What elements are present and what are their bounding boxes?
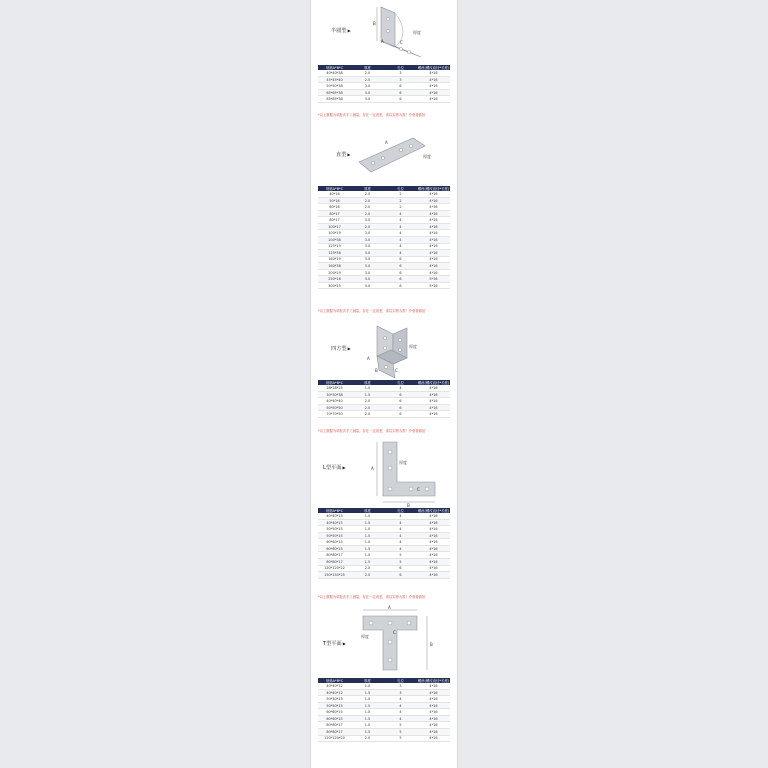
table-cell: 40*40*12 [318, 683, 351, 689]
col-holes: 孔位 [384, 186, 417, 191]
col-holes: 孔位 [384, 508, 417, 513]
section-label: 半圆型▶ [331, 28, 351, 34]
table-cell: 2.0 [351, 191, 384, 197]
table-cell: 80*80*17 [318, 552, 351, 559]
table-cell: 4*16 [417, 256, 450, 263]
col-screw: 螺丝(螺纹直径*长度) [417, 187, 450, 192]
section-label: 四方型▶ [331, 346, 351, 352]
table-cell: 40*40*15 [318, 513, 351, 519]
table-cell: 40*40*12 [318, 689, 351, 696]
table-cell: 2 [384, 204, 417, 211]
table-cell: 1.0 [351, 552, 384, 559]
col-holes: 孔位 [384, 65, 417, 70]
table-cell: 1.0 [351, 385, 384, 391]
table-cell: 3.0 [351, 96, 384, 103]
table-cell: 50*50*50 [318, 404, 351, 411]
table-cell: 4*16 [417, 559, 450, 566]
table-cell: 3.0 [351, 83, 384, 90]
table-cell: 4 [384, 532, 417, 539]
table-cell: 6 [384, 269, 417, 276]
section-half-round [311, 0, 457, 122]
table-cell: 6 [384, 404, 417, 411]
table-cell: 4*16 [417, 217, 450, 224]
table-cell: 40*40*38 [318, 70, 351, 76]
table-cell: 80*80*17 [318, 729, 351, 736]
table-cell: 6 [384, 391, 417, 398]
product-spec-strip [311, 0, 457, 768]
table-cell: 6 [384, 398, 417, 405]
table-cell: 60*60*15 [318, 545, 351, 552]
col-thickness: 厚度 [351, 65, 384, 70]
spec-table-body [318, 70, 450, 102]
dim-b: B [373, 21, 376, 26]
table-cell: 3.0 [351, 256, 384, 263]
table-row [318, 282, 450, 289]
table-cell: 4*16 [417, 250, 450, 257]
table-cell: 1.5 [351, 559, 384, 566]
disclaimer-note: *以上数据为单批次手工测量，存在一定误差，请以实物为准！介意者慎拍 [318, 429, 426, 433]
table-cell: 4*16 [417, 385, 450, 391]
table-cell: 2.0 [351, 204, 384, 211]
table-cell: 50*50*15 [318, 532, 351, 539]
dim-a: A [381, 39, 384, 44]
table-cell: 4.0 [351, 282, 384, 289]
half-round-bracket-illustration [351, 3, 441, 65]
table-row [318, 411, 450, 418]
table-cell: 4*16 [417, 70, 450, 76]
table-cell: 1.0 [351, 722, 384, 729]
table-cell: 1.5 [351, 715, 384, 722]
col-thickness: 厚度 [351, 678, 384, 683]
col-screw: 螺丝(螺纹直径*长度) [417, 381, 450, 386]
table-cell: 60*60*15 [318, 709, 351, 716]
table-cell: 85*85*38 [318, 96, 351, 103]
table-cell: 4 [384, 210, 417, 217]
table-cell: 160*19 [318, 256, 351, 263]
col-spec: 规格A*B*C [318, 678, 351, 683]
spec-table [318, 186, 450, 289]
table-cell: 4*16 [417, 391, 450, 398]
table-cell: 40*40*15 [318, 519, 351, 526]
table-cell: 2.0 [351, 411, 384, 418]
table-cell: 120*120*20 [318, 735, 351, 742]
table-cell: 3.0 [351, 250, 384, 257]
table-cell: 3 [384, 70, 417, 76]
table-cell: 4*16 [417, 513, 450, 519]
table-cell: 4*16 [417, 230, 450, 237]
table-cell: 60*60*15 [318, 715, 351, 722]
table-cell: 2 [384, 197, 417, 204]
table-cell: 2.0 [351, 572, 384, 579]
table-cell: 4*16 [417, 197, 450, 204]
table-cell: 100*38 [318, 237, 351, 244]
table-cell: 6 [384, 572, 417, 579]
table-cell: 4 [384, 696, 417, 703]
table-cell: 100*17 [318, 223, 351, 230]
table-cell: 4*16 [417, 83, 450, 90]
table-cell: 1.0 [351, 513, 384, 519]
table-cell: 2.0 [351, 398, 384, 405]
section-straight [311, 122, 457, 318]
table-cell: 4*16 [417, 735, 450, 742]
table-cell: 4*16 [417, 519, 450, 526]
table-cell: 4*16 [417, 545, 450, 552]
table-cell: 4*16 [417, 76, 450, 83]
table-cell: 1.0 [351, 683, 384, 689]
table-cell: 4*16 [417, 722, 450, 729]
table-cell: 50*50*15 [318, 526, 351, 533]
table-cell: 3.0 [351, 269, 384, 276]
dim-c: C [393, 630, 396, 635]
table-cell: 5 [384, 722, 417, 729]
table-cell: 2.0 [351, 197, 384, 204]
table-cell: 5 [384, 729, 417, 736]
table-cell: 5 [384, 552, 417, 559]
table-cell: 50*50*15 [318, 702, 351, 709]
table-cell: 4*16 [417, 89, 450, 96]
table-cell: 30*30*38 [318, 391, 351, 398]
table-cell: 4 [384, 519, 417, 526]
table-cell: 6 [384, 96, 417, 103]
col-spec: 规格A*B*C [318, 508, 351, 513]
col-spec: 规格A*B*C [318, 186, 351, 191]
table-cell: 2.0 [351, 404, 384, 411]
table-cell: 4*16 [417, 237, 450, 244]
table-cell: 4*16 [417, 398, 450, 405]
table-cell: 40*40*40 [318, 398, 351, 405]
section-square [311, 318, 457, 436]
table-cell: 4*16 [417, 702, 450, 709]
dim-thickness: 厚度 [423, 154, 431, 159]
table-cell: 100*19 [318, 230, 351, 237]
table-cell: 60*60*15 [318, 539, 351, 546]
table-cell: 4*16 [417, 404, 450, 411]
table-cell: 1.5 [351, 702, 384, 709]
table-cell: 4*16 [417, 204, 450, 211]
table-row [318, 735, 450, 742]
table-cell: 4 [384, 526, 417, 533]
table-cell: 4 [384, 539, 417, 546]
table-cell: 4*16 [417, 526, 450, 533]
table-cell: 5 [384, 735, 417, 742]
dim-b: B [407, 503, 410, 508]
table-cell: 4*16 [417, 223, 450, 230]
dim-b: B [430, 642, 433, 647]
col-screw: 螺丝(螺纹直径*长度) [417, 679, 450, 684]
dim-b: B [375, 368, 378, 373]
table-cell: 60*16 [318, 204, 351, 211]
table-cell: 4 [384, 385, 417, 391]
table-cell: 5*16 [417, 282, 450, 289]
dim-a: A [371, 466, 374, 471]
table-cell: 4*16 [417, 411, 450, 418]
table-cell: 3 [384, 683, 417, 689]
table-cell: 2.0 [351, 735, 384, 742]
table-cell: 3.0 [351, 217, 384, 224]
spec-table [318, 678, 450, 742]
table-cell: 4*16 [417, 539, 450, 546]
table-cell: 300*25 [318, 282, 351, 289]
table-cell: 6 [384, 276, 417, 283]
table-cell: 4 [384, 230, 417, 237]
table-cell: 6 [384, 89, 417, 96]
table-cell: 3.0 [351, 237, 384, 244]
spec-table-body [318, 191, 450, 289]
table-cell: 2.5 [351, 76, 384, 83]
table-cell: 4 [384, 237, 417, 244]
table-cell: 1.5 [351, 729, 384, 736]
disclaimer-note: *以上数据为单批次手工测量，存在一定误差，请以实物为准！介意者慎拍 [318, 309, 426, 313]
col-thickness: 厚度 [351, 380, 384, 385]
section-t-flat [311, 602, 457, 768]
spec-table [318, 508, 450, 579]
table-cell: 5 [384, 559, 417, 566]
table-cell: 125*38 [318, 250, 351, 257]
col-screw: 螺丝(螺纹直径*长度) [417, 66, 450, 71]
table-cell: 80*17 [318, 217, 351, 224]
col-thickness: 厚度 [351, 508, 384, 513]
table-cell: 3.0 [351, 243, 384, 250]
table-cell: 1.0 [351, 696, 384, 703]
table-cell: 4*16 [417, 683, 450, 689]
table-cell: 80*17 [318, 210, 351, 217]
table-cell: 4*16 [417, 709, 450, 716]
section-label: T型平面▶ [323, 641, 346, 647]
dim-thickness: 厚度 [409, 344, 417, 349]
table-cell: 4*16 [417, 532, 450, 539]
table-cell: 50*16 [318, 197, 351, 204]
table-cell: 200*19 [318, 269, 351, 276]
straight-bracket-illustration [353, 132, 443, 182]
table-cell: 4*16 [417, 715, 450, 722]
col-screw: 螺丝(螺纹直径*长度) [417, 509, 450, 514]
table-cell: 4*16 [417, 552, 450, 559]
table-cell: 2.0 [351, 210, 384, 217]
square-bracket-illustration [355, 320, 435, 382]
spec-table-body [318, 513, 450, 578]
col-spec: 规格A*B*C [318, 380, 351, 385]
table-cell: 4 [384, 702, 417, 709]
table-cell: 6 [384, 256, 417, 263]
table-cell: 70*70*50 [318, 411, 351, 418]
col-holes: 孔位 [384, 380, 417, 385]
table-row [318, 572, 450, 579]
dim-c: C [395, 368, 398, 373]
table-cell: 3.0 [351, 230, 384, 237]
spec-table-body [318, 683, 450, 741]
dim-a: A [385, 140, 388, 145]
section-l-flat [311, 436, 457, 602]
dim-thickness: 厚度 [361, 634, 369, 639]
table-cell: 1.0 [351, 709, 384, 716]
spec-table [318, 65, 450, 103]
table-cell: 1.0 [351, 526, 384, 533]
table-cell: 2 [384, 191, 417, 197]
table-cell: 4 [384, 709, 417, 716]
table-cell: 6 [384, 411, 417, 418]
table-cell: 1.5 [351, 519, 384, 526]
table-cell: 6 [384, 263, 417, 270]
table-cell: 150*150*25 [318, 572, 351, 579]
table-cell: 4 [384, 223, 417, 230]
dim-a: A [367, 356, 370, 361]
table-cell: 40*16 [318, 191, 351, 197]
table-cell: 4 [384, 715, 417, 722]
table-cell: 4 [384, 217, 417, 224]
table-cell: 5*16 [417, 276, 450, 283]
dim-thickness: 厚度 [399, 460, 407, 465]
table-cell: 3.0 [351, 276, 384, 283]
table-cell: 1.5 [351, 532, 384, 539]
table-cell: 1.0 [351, 539, 384, 546]
table-cell: 2.0 [351, 70, 384, 76]
table-cell: 45*45*40 [318, 76, 351, 83]
section-label: 直型▶ [336, 152, 351, 158]
table-cell: 4 [384, 250, 417, 257]
table-cell: 3 [384, 689, 417, 696]
col-thickness: 厚度 [351, 186, 384, 191]
l-flat-bracket-illustration [353, 438, 443, 508]
table-row [318, 96, 450, 103]
section-label: L型平面▶ [323, 465, 346, 471]
table-cell: 4*16 [417, 572, 450, 579]
table-cell: 3 [384, 76, 417, 83]
table-cell: 4*16 [417, 565, 450, 572]
table-cell: 4*16 [417, 689, 450, 696]
table-cell: 4*16 [417, 696, 450, 703]
table-cell: 80*80*17 [318, 559, 351, 566]
disclaimer-note: *以上数据为单批次手工测量，存在一定误差，请以实物为准！介意者慎拍 [318, 595, 426, 599]
dim-c: C [417, 487, 420, 492]
table-cell: 4*16 [417, 210, 450, 217]
table-cell: 1.5 [351, 545, 384, 552]
col-spec: 规格A*B*C [318, 65, 351, 70]
table-cell: 3.0 [351, 263, 384, 270]
table-cell: 125*19 [318, 243, 351, 250]
dim-a: A [388, 605, 391, 610]
table-cell: 50*50*38 [318, 83, 351, 90]
dim-thickness: 厚度 [413, 30, 421, 35]
table-cell: 8 [384, 282, 417, 289]
table-cell: 50*50*15 [318, 696, 351, 703]
t-flat-bracket-illustration [357, 604, 447, 676]
table-cell: 4*16 [417, 729, 450, 736]
table-cell: 4*16 [417, 243, 450, 250]
dim-c: C [400, 40, 403, 45]
col-holes: 孔位 [384, 678, 417, 683]
table-cell: 4*16 [417, 96, 450, 103]
table-cell: 65*65*38 [318, 89, 351, 96]
table-cell: 4*16 [417, 191, 450, 197]
spec-table-body [318, 385, 450, 417]
table-cell: 6 [384, 565, 417, 572]
table-cell: 2.0 [351, 223, 384, 230]
table-cell: 2.0 [351, 565, 384, 572]
table-cell: 6 [384, 83, 417, 90]
table-cell: 4 [384, 513, 417, 519]
table-cell: 120*120*22 [318, 565, 351, 572]
table-cell: 1.5 [351, 391, 384, 398]
table-cell: 28*28*25 [318, 385, 351, 391]
disclaimer-note: *以上数据为单批次手工测量，存在一定误差，请以实物为准！介意者慎拍 [318, 113, 426, 117]
table-cell: 80*80*17 [318, 722, 351, 729]
table-cell: 4 [384, 243, 417, 250]
table-cell: 1.5 [351, 689, 384, 696]
table-cell: 160*38 [318, 263, 351, 270]
table-cell: 4 [384, 545, 417, 552]
table-cell: 4*16 [417, 269, 450, 276]
table-cell: 4*16 [417, 263, 450, 270]
table-cell: 250*16 [318, 276, 351, 283]
table-cell: 3.0 [351, 89, 384, 96]
spec-table [318, 380, 450, 418]
